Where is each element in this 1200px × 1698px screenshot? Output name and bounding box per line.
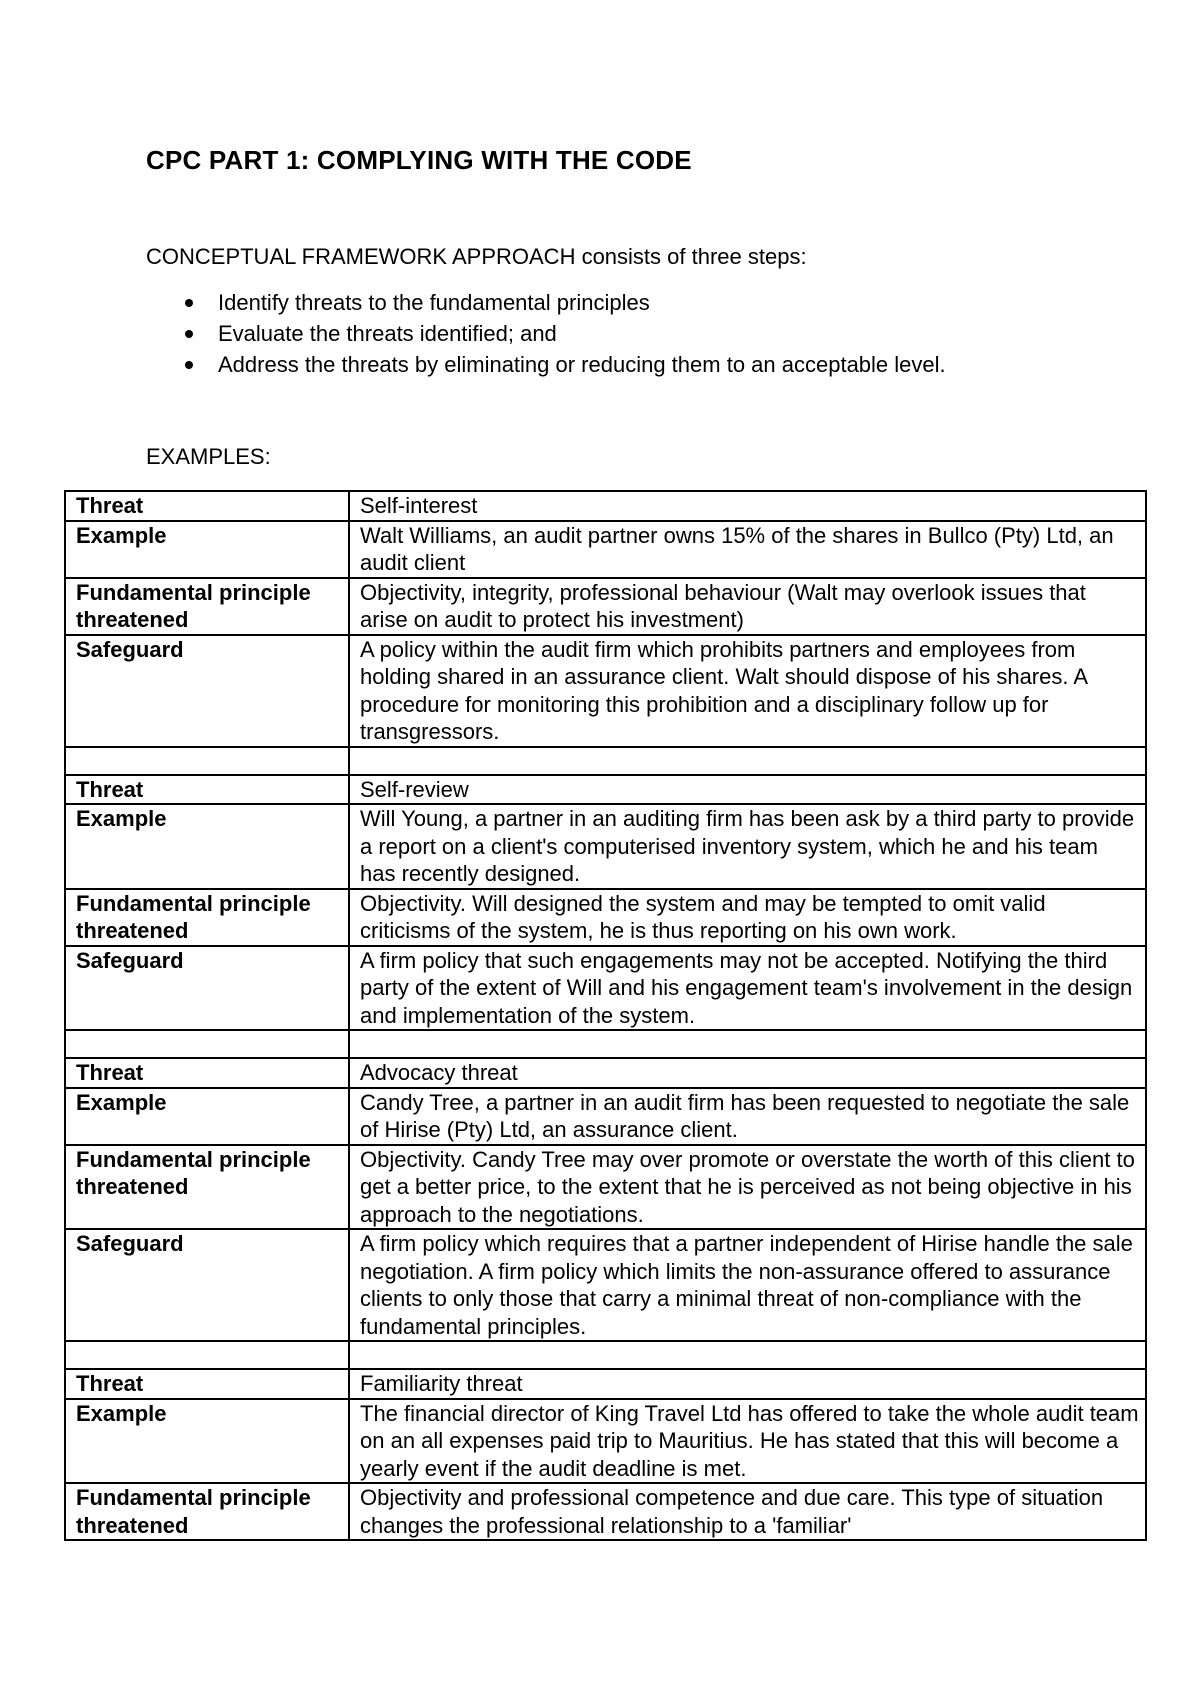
threat-label: Threat [65,1058,349,1088]
example-label: Example [65,804,349,889]
list-item: Evaluate the threats identified; and [182,318,946,349]
list-item: Address the threats by eliminating or reducing them to an acceptable level. [182,349,946,380]
threat-label: Threat [65,775,349,805]
principle-label: Fundamental principle threatened [65,889,349,946]
safeguard-value: A policy within the audit firm which prohibits partners and employees from holding shared in an assurance client. Walt should dispose of his shares. A procedure for monitoring this prohibition and a disciplinary follow up for transgressors. [349,635,1146,747]
empty-cell [349,1341,1146,1369]
table-row [65,946,1146,1031]
table-row [65,491,1146,521]
safeguard-value: A firm policy which requires that a partner independent of Hirise handle the sale negotiation. A firm policy which limits the non-assurance offered to assurance clients to only those that carry a minimal threat of non-compliance with the fundamental principles. [349,1229,1146,1341]
table-row [65,889,1146,946]
empty-cell [349,747,1146,775]
safeguard-label: Safeguard [65,946,349,1031]
table-row [65,1399,1146,1484]
empty-cell [349,1030,1146,1058]
table-row [65,1058,1146,1088]
threats-table [64,490,1147,1541]
threat-label: Threat [65,1369,349,1399]
table-row [65,775,1146,805]
example-value: The financial director of King Travel Ltd has offered to take the whole audit team on an all expenses paid trip to Mauritius. He has stated that this will become a yearly event if the audit deadline is met. [349,1399,1146,1484]
intro-text: CONCEPTUAL FRAMEWORK APPROACH consists of three steps: [146,244,807,269]
principle-value: Objectivity. Candy Tree may over promote or overstate the worth of this client to get a better price, to the extent that he is perceived as not being objective in his approach to the negotiations. [349,1145,1146,1230]
table-row [65,578,1146,635]
example-value: Walt Williams, an audit partner owns 15% of the shares in Bullco (Pty) Ltd, an audit client [349,521,1146,578]
spacer-row [65,1030,1146,1058]
threat-value: Familiarity threat [349,1369,1146,1399]
principle-label: Fundamental principle threatened [65,578,349,635]
spacer-row [65,1341,1146,1369]
table-row [65,1229,1146,1341]
table-row [65,635,1146,747]
table-row [65,1088,1146,1145]
threat-value: Self-review [349,775,1146,805]
list-item: Identify threats to the fundamental principles [182,287,946,318]
safeguard-value: A firm policy that such engagements may not be accepted. Notifying the third party of the extent of Will and his engagement team's involvement in the design and implementation of the system. [349,946,1146,1031]
principle-value: Objectivity. Will designed the system and may be tempted to omit valid criticisms of the system, he is thus reporting on his own work. [349,889,1146,946]
threat-value: Advocacy threat [349,1058,1146,1088]
principle-label: Fundamental principle threatened [65,1145,349,1230]
principle-value: Objectivity and professional competence and due care. This type of situation changes the professional relationship to a 'familiar' [349,1483,1146,1540]
table-row [65,1483,1146,1540]
threat-value: Self-interest [349,491,1146,521]
safeguard-label: Safeguard [65,635,349,747]
table-row [65,804,1146,889]
example-value: Candy Tree, a partner in an audit firm has been requested to negotiate the sale of Hirise (Pty) Ltd, an assurance client. [349,1088,1146,1145]
examples-heading: EXAMPLES: [146,444,271,469]
safeguard-label: Safeguard [65,1229,349,1341]
example-label: Example [65,521,349,578]
principle-value: Objectivity, integrity, professional behaviour (Walt may overlook issues that arise on audit to protect his investment) [349,578,1146,635]
empty-cell [65,747,349,775]
table-row [65,1369,1146,1399]
empty-cell [65,1341,349,1369]
table-row [65,521,1146,578]
page-title: CPC PART 1: COMPLYING WITH THE CODE [146,145,692,175]
threat-label: Threat [65,491,349,521]
example-label: Example [65,1399,349,1484]
spacer-row [65,747,1146,775]
table-row [65,1145,1146,1230]
example-label: Example [65,1088,349,1145]
steps-list [182,287,946,380]
principle-label: Fundamental principle threatened [65,1483,349,1540]
example-value: Will Young, a partner in an auditing firm has been ask by a third party to provide a report on a client's computerised inventory system, which he and his team has recently designed. [349,804,1146,889]
empty-cell [65,1030,349,1058]
